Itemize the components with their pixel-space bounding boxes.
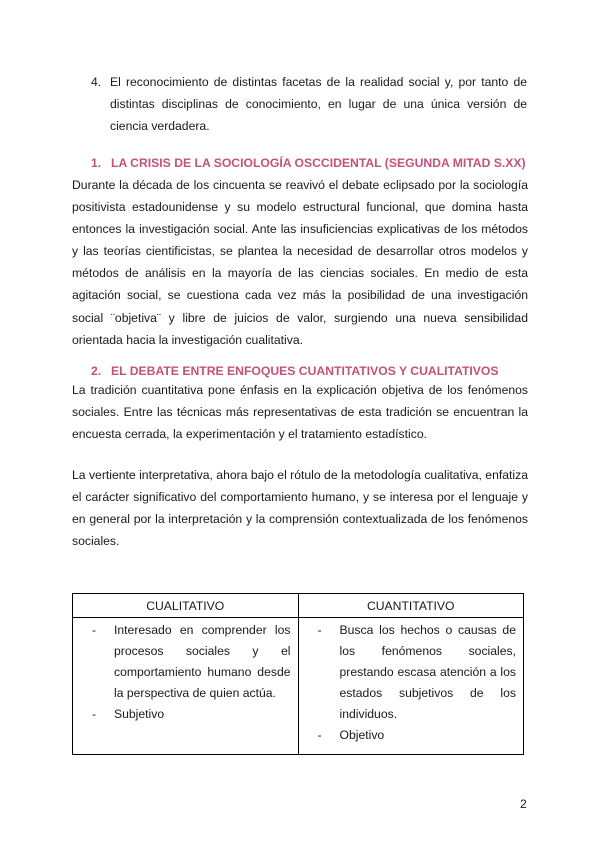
table-row xyxy=(73,618,524,755)
cuantitativo-cell xyxy=(298,618,524,755)
list-item-text: El reconocimiento de distintas facetas de la realidad social y, por tanto de distintas disciplinas de conocimiento, en lugar de una única versión de ciencia verdadera. xyxy=(110,75,527,133)
section-heading-1-title: LA CRISIS DE LA SOCIOLOGÍA OSCCIDENTAL (SEGUNDA MITAD S.XX) xyxy=(111,156,526,170)
section-heading-1-number: 1. xyxy=(91,156,102,170)
cualitativo-list xyxy=(92,620,291,725)
cualitativo-item-text: Interesado en comprender los procesos sociales y el comportamiento humano desde la perspectiva de quien actúa. xyxy=(114,623,291,700)
bullet-dash: - xyxy=(92,707,97,721)
bullet-dash: - xyxy=(317,728,322,742)
list-item xyxy=(92,704,291,725)
section-heading-2-title: EL DEBATE ENTRE ENFOQUES CUANTITATIVOS Y CUALITATIVOS xyxy=(111,364,499,378)
list-item xyxy=(318,620,517,725)
table-header-row xyxy=(73,594,524,618)
cualitativo-item-text: Subjetivo xyxy=(114,707,165,721)
cuantitativo-item-text: Objetivo xyxy=(339,728,385,742)
bullet-dash: - xyxy=(317,623,322,637)
section-1-paragraph: Durante la década de los cincuenta se reavivó el debate eclipsado por la sociología positivista estadounidense y su modelo estructural funcional, que domina hasta entonces la investigación social. Ante las insuficiencias explicativas de los métodos y las teorías cientificistas, se plantea la necesidad de desarrollar otros modelos y métodos de análisis en la mayoría de las ciencias sociales. En medio de esta agitación social, se cuestiona cada vez más la posibilidad de una investigación social ¨objetiva¨ y libre de juicios de valor, surgiendo una nueva sensibilidad orientada hacia la investigación cualitativa. xyxy=(72,178,528,347)
section-heading-2-number: 2. xyxy=(91,364,102,378)
header-cualitativo: CUALITATIVO xyxy=(73,594,299,618)
page-number: 2 xyxy=(520,797,527,811)
cuantitativo-list xyxy=(318,620,517,746)
header-cuantitativo: CUANTITATIVO xyxy=(298,594,524,618)
cualitativo-cell xyxy=(73,618,299,755)
cuantitativo-item-text: Busca los hechos o causas de los fenómenos sociales, prestando escasa atención a los estados subjetivos de los individuos. xyxy=(339,623,516,721)
bullet-dash: - xyxy=(92,623,97,637)
comparison-table xyxy=(72,593,524,755)
numbered-list-item xyxy=(91,71,527,137)
section-2-paragraph-1: La tradición cuantitativa pone énfasis en la explicación objetiva de los fenómenos sociales. Entre las técnicas más representativas de esta tradición se encuentran la encuesta cerrada, la experimentación y el tratamiento estadístico. xyxy=(72,383,528,442)
section-2-paragraph-2: La vertiente interpretativa, ahora bajo el rótulo de la metodología cualitativa, enfatiza el carácter significativo del comportamiento humano, y se interesa por el lenguaje y en general por la interpretación y la comprensión contextualizada de los fenómenos sociales. xyxy=(72,468,528,549)
list-item xyxy=(318,725,517,746)
section-heading-2 xyxy=(91,363,499,379)
list-item-number: 4. xyxy=(91,75,102,89)
section-heading-1 xyxy=(91,155,526,171)
list-item xyxy=(92,620,291,704)
